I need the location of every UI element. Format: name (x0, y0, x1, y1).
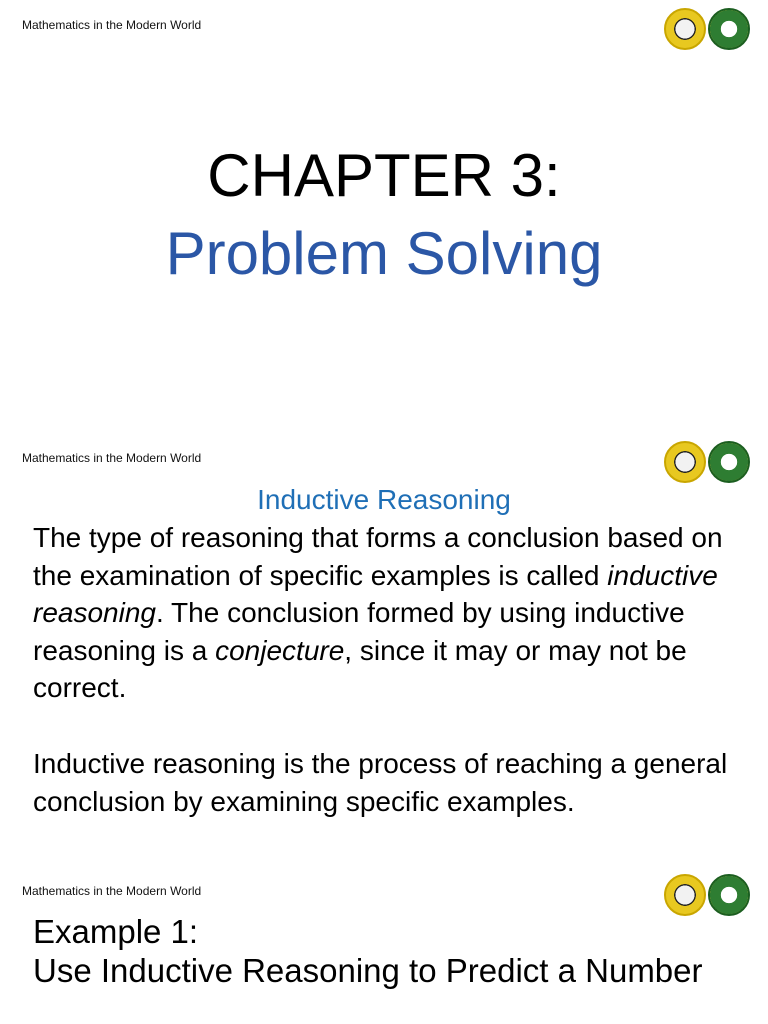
seal-logos (664, 441, 752, 479)
slide-inductive-reasoning (0, 433, 768, 866)
university-seal-icon (664, 8, 706, 50)
chapter-subtitle: Problem Solving (165, 220, 603, 287)
example-description: Use Inductive Reasoning to Predict a Number (33, 952, 703, 989)
university-seal-icon (664, 441, 706, 483)
slide-heading: Inductive Reasoning (257, 484, 511, 515)
definition-text: , since it may or may not be correct. (33, 634, 687, 704)
seal-logos (664, 874, 752, 912)
course-label: Mathematics in the Modern World (22, 18, 202, 32)
term-conjecture: conjecture (215, 634, 345, 666)
course-label: Mathematics in the Modern World (22, 451, 202, 465)
example-number: Example 1: (33, 913, 199, 950)
slide-example (0, 866, 768, 1024)
college-seal-icon (708, 874, 750, 916)
seal-logos (664, 8, 752, 46)
college-seal-icon (708, 441, 750, 483)
university-seal-icon (664, 874, 706, 916)
definition-paragraph (33, 519, 753, 707)
college-seal-icon (708, 8, 750, 50)
definition-text: The type of reasoning that forms a conclusion based on the examination of specific examples is called (33, 522, 723, 591)
chapter-title: CHAPTER 3: (207, 142, 561, 209)
course-label: Mathematics in the Modern World (22, 884, 202, 898)
process-paragraph: Inductive reasoning is the process of reaching a general conclusion by examining specific examples. (33, 748, 728, 817)
example-title (33, 912, 703, 990)
term-inductive-reasoning: inductive reasoning (33, 559, 718, 629)
definition-text: . The conclusion formed by using inductive reasoning is a (33, 597, 685, 666)
slide-chapter (0, 0, 768, 433)
